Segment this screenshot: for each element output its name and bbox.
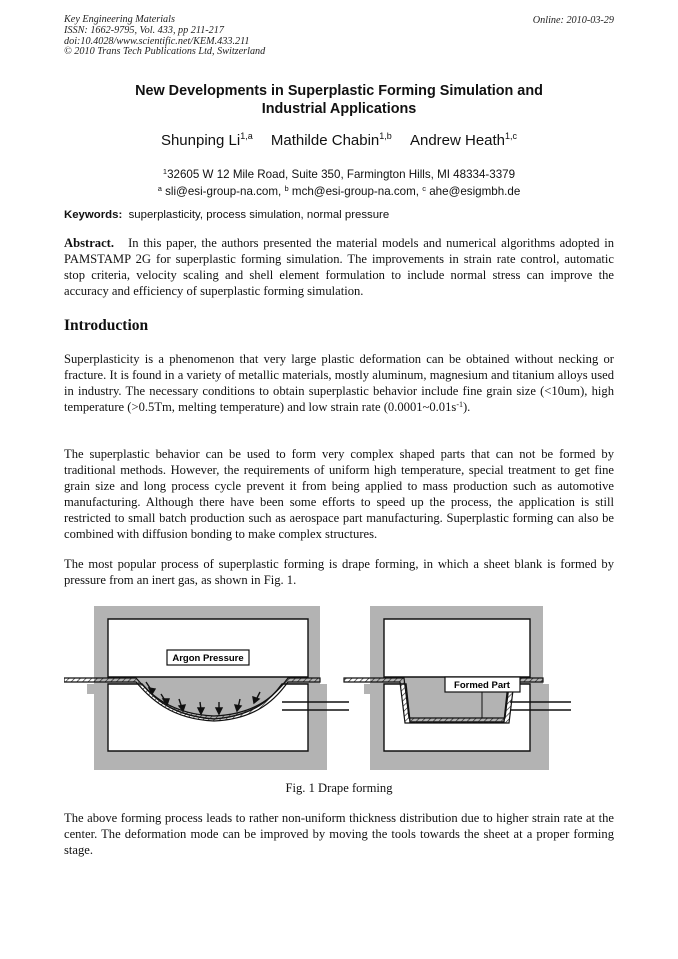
affiliation xyxy=(64,165,614,199)
paper-title xyxy=(64,82,614,118)
abstract-label: Abstract. xyxy=(64,236,115,250)
figure-1-drape-forming xyxy=(64,598,614,776)
p1-sup: -1 xyxy=(456,399,463,409)
right-die-top-cavity xyxy=(384,619,530,677)
keywords-text: superplasticity, process simulation, normal pressure xyxy=(128,209,390,221)
abstract-text: In this paper, the authors presented the material models and numerical algorithms adopted in PAMSTAMP 2G for superplastic forming simulation. The improvements in strain rate control, automatic stop criteria, velocity scaling and shell element formulation to include normal stress can improve the accuracy and efficiency of superplastic forming simulation. xyxy=(64,236,614,298)
email-line xyxy=(64,182,614,199)
address-text: 32605 W 12 Mile Road, Suite 350, Farmington Hills, MI 48334-3379 xyxy=(167,168,516,181)
author-2-name: Mathilde Chabin xyxy=(270,132,380,149)
author-2 xyxy=(271,132,392,149)
doi-line: doi:10.4028/www.scientific.net/KEM.433.211 xyxy=(64,35,250,47)
address-sup: 1 xyxy=(162,167,168,176)
author-1 xyxy=(161,132,253,149)
author-1-sup: 1,a xyxy=(240,131,253,141)
abstract xyxy=(64,236,614,300)
intro-paragraph-1 xyxy=(64,352,614,416)
issn-line: ISSN: 1662-9795, Vol. 433, pp 211-217 xyxy=(64,24,224,36)
journal-info xyxy=(64,15,265,58)
author-2-sup: 1,b xyxy=(379,131,392,141)
title-line-1: New Developments in Superplastic Forming Simulation and xyxy=(135,83,543,99)
online-date: Online: 2010-03-29 xyxy=(532,15,614,26)
author-list xyxy=(64,131,614,149)
copyright-line: © 2010 Trans Tech Publications Ltd, Switzerland xyxy=(64,46,266,58)
email-c-sup: c xyxy=(422,184,426,193)
formed-part-label: Formed Part xyxy=(454,680,510,691)
figure-caption: Fig. 1 Drape forming xyxy=(285,781,393,795)
author-1-name: Shunping Li xyxy=(160,132,241,149)
keywords xyxy=(64,209,389,221)
section-heading-introduction: Introduction xyxy=(64,317,149,334)
title-line-2: Industrial Applications xyxy=(261,101,417,117)
email-b-sup: b xyxy=(284,184,289,193)
intro-paragraph-4: The above forming process leads to rather non-uniform thickness distribution due to higher strain rate at the center. The deformation mode can be improved by moving the tools towards the sheet at a proper forming stage. xyxy=(64,811,614,857)
email-c[interactable]: ahe@esigmbh.de xyxy=(429,185,521,198)
p1-end: ). xyxy=(462,399,471,414)
journal-name: Key Engineering Materials xyxy=(64,14,175,25)
right-die-illustration xyxy=(344,606,571,770)
intro-paragraph-2: The superplastic behavior can be used to form very complex shaped parts that can not be formed by traditional methods. However, the requirements of uniform high temperature, special treatment to get fine grain size and long process cycle prevent it from being applied to mass production such as automotive manufacturing. Although there have been some efforts to speed up the process, the application is still restricted to small batch production such as aerospace part manufacturing. Superplastic forming can also be combined with diffusion bonding to make complex structures. xyxy=(64,447,614,541)
drape-forming-diagram xyxy=(64,598,614,776)
email-b[interactable]: mch@esi-group-na.com, xyxy=(291,185,420,198)
left-die-top-cavity xyxy=(108,619,308,677)
author-3-sup: 1,c xyxy=(505,131,518,141)
left-die-illustration xyxy=(64,606,349,770)
email-a-sup: a xyxy=(157,184,162,193)
keywords-label: Keywords: xyxy=(64,209,123,221)
author-3-name: Andrew Heath xyxy=(409,132,506,149)
argon-pressure-label: Argon Pressure xyxy=(172,653,244,664)
author-3 xyxy=(410,132,517,149)
intro-paragraph-3: The most popular process of superplastic forming is drape forming, in which a sheet blank is formed by pressure from an inert gas, as shown in Fig. 1. xyxy=(64,557,614,587)
address-line xyxy=(64,165,614,182)
email-a[interactable]: sli@esi-group-na.com, xyxy=(165,185,282,198)
p1-text: Superplasticity is a phenomenon that very large plastic deformation can be obtained without necking or fracture. It is found in a variety of metallic materials, mostly aluminum, magnesium and titanium alloys used in industry. The necessary conditions to obtain superplastic behavior include fine grain size (<10um), high temperature (>0.5Tm, melting temperature) and low strain rate (0.0001~0.01s xyxy=(64,352,614,414)
